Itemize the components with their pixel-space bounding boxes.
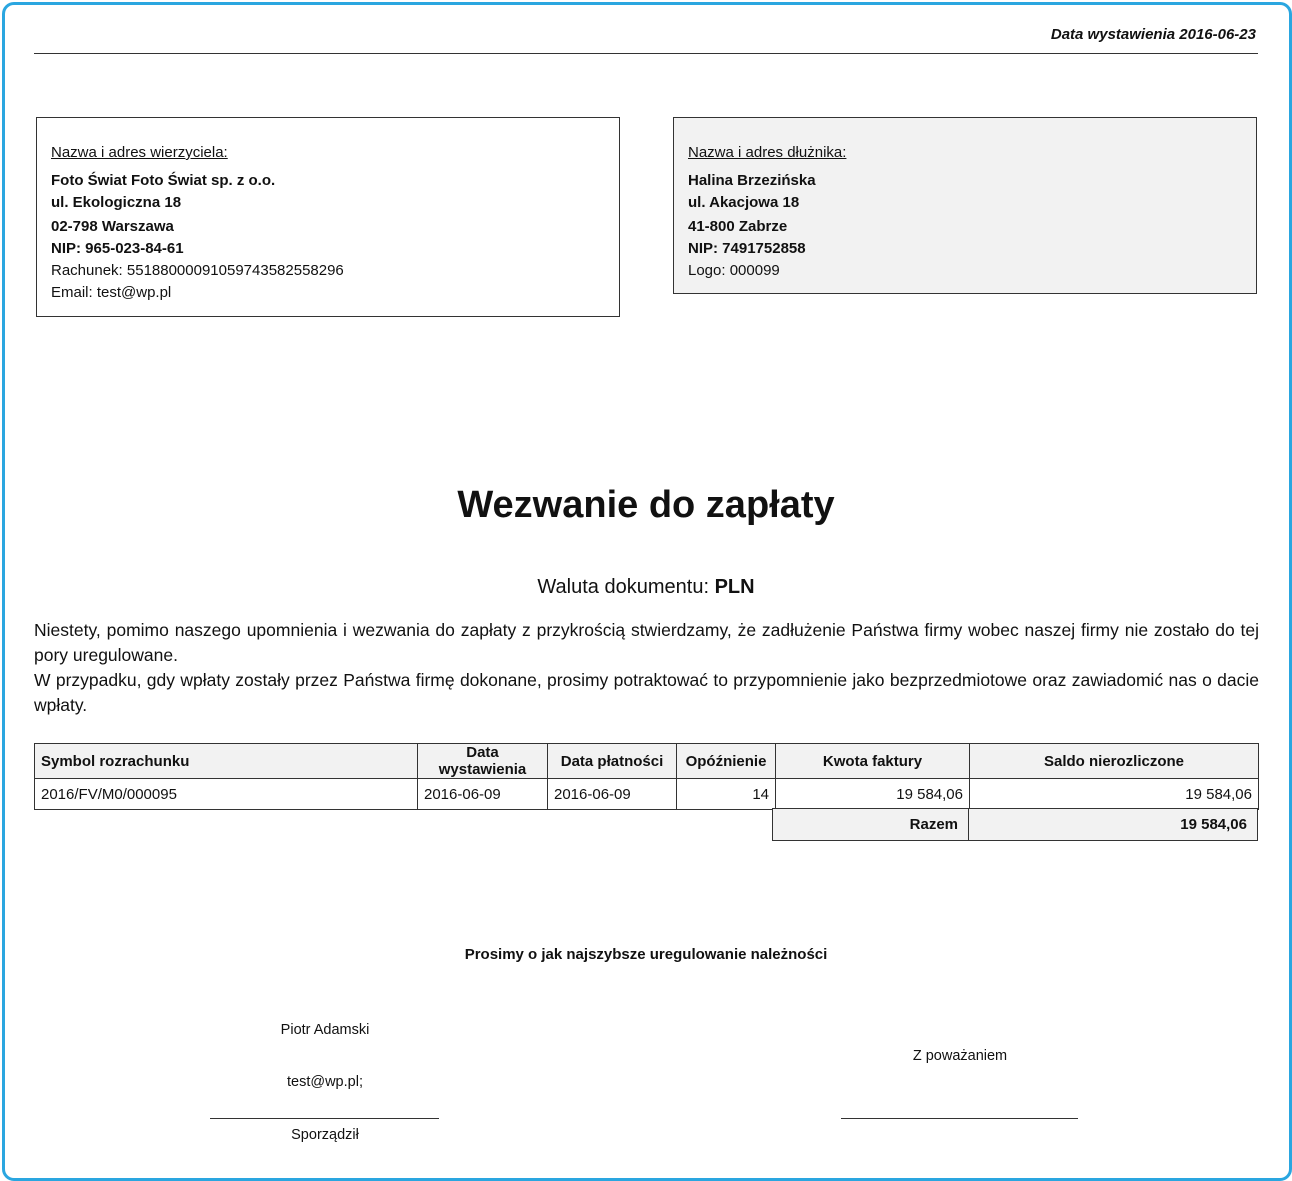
cell-symbol: 2016/FV/M0/000095 — [35, 779, 418, 810]
creditor-heading: Nazwa i adres wierzyciela: — [51, 144, 228, 161]
regards-signature-line — [841, 1118, 1078, 1119]
creditor-street: ul. Ekologiczna 18 — [51, 194, 182, 211]
cell-balance: 19 584,06 — [970, 779, 1259, 810]
debtor-nip: NIP: 7491752858 — [688, 240, 806, 257]
creditor-name: Foto Świat Foto Świat sp. z o.o. — [51, 172, 276, 189]
col-header-balance: Saldo nierozliczone — [970, 744, 1259, 779]
cell-issue-date: 2016-06-09 — [418, 779, 548, 810]
col-header-payment-date: Data płatności — [548, 744, 677, 779]
issue-date: Data wystawienia 2016-06-23 — [1050, 26, 1256, 43]
total-row — [773, 809, 1258, 841]
body-paragraph-1: Niestety, pomimo naszego upomnienia i wezwania do zapłaty z przykrością stwierdzamy, że zadłużenie Państwa firmy wobec naszej firmy nie zostało do tej pory uregulowane. — [34, 620, 1259, 665]
debtor-street: ul. Akacjowa 18 — [688, 194, 800, 211]
debtor-city: 41-800 Zabrze — [688, 218, 788, 235]
creditor-city: 02-798 Warszawa — [51, 218, 174, 235]
document-title: Wezwanie do zapłaty — [457, 484, 835, 526]
author-name: Piotr Adamski — [280, 1022, 370, 1038]
cell-delay: 14 — [677, 779, 776, 810]
creditor-account: Rachunek: 55188000091059743582558296 — [51, 262, 344, 279]
table-header-row — [35, 744, 1259, 779]
regards-text: Z poważaniem — [912, 1048, 1008, 1064]
creditor-email: Email: test@wp.pl — [51, 284, 172, 301]
total-table — [772, 808, 1258, 841]
debtor-box — [673, 117, 1257, 294]
settlement-table — [34, 743, 1259, 810]
author-signature-line — [210, 1118, 439, 1119]
currency-code: PLN — [714, 576, 755, 598]
closing-note: Prosimy o jak najszybsze uregulowanie należności — [464, 946, 828, 963]
body-text — [34, 618, 1259, 718]
col-header-delay: Opóźnienie — [677, 744, 776, 779]
author-email: test@wp.pl; — [287, 1074, 363, 1090]
author-role: Sporządził — [291, 1127, 359, 1143]
creditor-box — [36, 117, 620, 317]
total-value: 19 584,06 — [969, 809, 1258, 841]
currency-line — [0, 576, 1292, 599]
debtor-heading: Nazwa i adres dłużnika: — [688, 144, 847, 161]
body-paragraph-2: W przypadku, gdy wpłaty zostały przez Państwa firmę dokonane, prosimy potraktować to przypomnienie jako bezprzedmiotowe oraz zawiadomić nas o dacie wpłaty. — [34, 670, 1259, 715]
col-header-issue-date: Data wystawienia — [418, 744, 548, 779]
col-header-symbol: Symbol rozrachunku — [35, 744, 418, 779]
debtor-logo: Logo: 000099 — [688, 262, 780, 279]
cell-payment-date: 2016-06-09 — [548, 779, 677, 810]
debtor-name: Halina Brzezińska — [688, 172, 816, 189]
header-divider — [34, 53, 1258, 54]
cell-invoice-amount: 19 584,06 — [776, 779, 970, 810]
currency-label: Waluta dokumentu: — [537, 576, 709, 598]
table-row — [35, 779, 1259, 810]
creditor-nip: NIP: 965-023-84-61 — [51, 240, 184, 257]
col-header-invoice-amount: Kwota faktury — [776, 744, 970, 779]
total-label: Razem — [773, 809, 969, 841]
